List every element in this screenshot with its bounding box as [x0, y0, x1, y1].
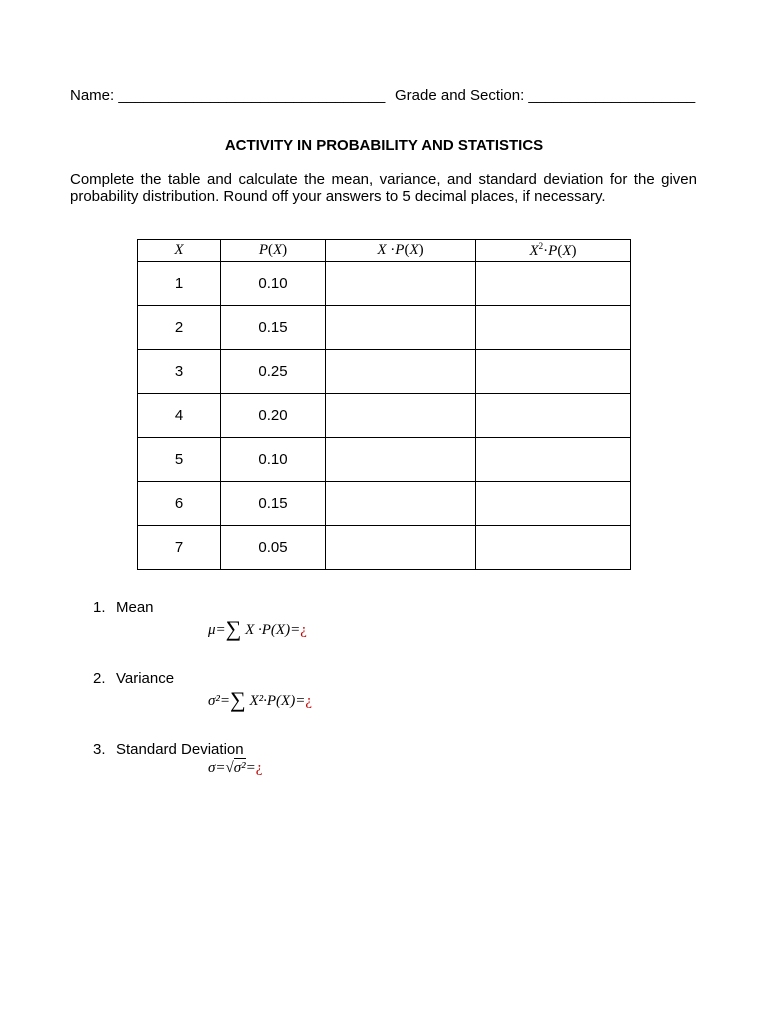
header-x-px: X ·P(X): [326, 240, 476, 262]
cell-x-px-blank[interactable]: [326, 306, 476, 350]
cell-x2-px-blank[interactable]: [476, 482, 631, 526]
grade-section-field[interactable]: Grade and Section: ____________________: [395, 87, 696, 104]
question-number: 3.: [93, 741, 106, 758]
question-label: Standard Deviation: [116, 741, 244, 758]
instructions-text: Complete the table and calculate the mean, variance, and standard deviation for the given probability distribution. Round off your answers to 5 decimal places, if necessary.: [70, 171, 697, 205]
cell-x: 5: [138, 438, 221, 482]
header-x2-px: $X^2\cdot P(X)$: [476, 240, 631, 262]
question-label: Mean: [116, 599, 154, 616]
header-x: X: [138, 240, 221, 262]
cell-px: 0.20: [221, 394, 326, 438]
cell-x: 4: [138, 394, 221, 438]
mean-answer[interactable]: ¿: [300, 622, 307, 638]
cell-x: 3: [138, 350, 221, 394]
cell-x: 1: [138, 262, 221, 306]
question-number: 2.: [93, 670, 106, 687]
cell-x2-px-blank[interactable]: [476, 438, 631, 482]
question-mean: [93, 599, 154, 616]
table-row: [138, 350, 631, 394]
cell-x-px-blank[interactable]: [326, 482, 476, 526]
cell-px: 0.25: [221, 350, 326, 394]
probability-table: [137, 239, 631, 570]
page-title: ACTIVITY IN PROBABILITY AND STATISTICS: [224, 137, 544, 154]
summation-icon: ∑: [225, 616, 242, 641]
cell-x2-px-blank[interactable]: [476, 526, 631, 570]
cell-px: 0.05: [221, 526, 326, 570]
std-dev-formula: σ=√σ²=¿: [208, 760, 263, 776]
cell-px: 0.10: [221, 438, 326, 482]
cell-x-px-blank[interactable]: [326, 438, 476, 482]
table-row: [138, 394, 631, 438]
question-label: Variance: [116, 670, 175, 687]
cell-px: 0.15: [221, 482, 326, 526]
cell-x-px-blank[interactable]: [326, 262, 476, 306]
header-line: [70, 87, 698, 104]
cell-x-px-blank[interactable]: [326, 394, 476, 438]
mean-formula: μ=∑ X ·P(X)=¿: [208, 616, 307, 641]
cell-x: 6: [138, 482, 221, 526]
table-row: [138, 262, 631, 306]
variance-formula: σ²=∑ X²·P(X)=¿: [208, 687, 312, 712]
cell-x2-px-blank[interactable]: [476, 350, 631, 394]
question-variance: [93, 670, 174, 687]
square-root-icon: √: [225, 760, 234, 776]
question-number: 1.: [93, 599, 106, 616]
cell-px: 0.15: [221, 306, 326, 350]
table-row: [138, 482, 631, 526]
cell-x-px-blank[interactable]: [326, 350, 476, 394]
header-px: P(X): [221, 240, 326, 262]
variance-answer[interactable]: ¿: [305, 693, 312, 709]
table-row: [138, 526, 631, 570]
question-std-dev: [93, 741, 244, 758]
cell-x2-px-blank[interactable]: [476, 394, 631, 438]
cell-px: 0.10: [221, 262, 326, 306]
cell-x2-px-blank[interactable]: [476, 306, 631, 350]
table-row: [138, 306, 631, 350]
summation-icon: ∑: [230, 687, 246, 712]
cell-x: 2: [138, 306, 221, 350]
std-dev-answer[interactable]: ¿: [255, 760, 263, 776]
cell-x-px-blank[interactable]: [326, 526, 476, 570]
table-header-row: [138, 240, 631, 262]
name-field[interactable]: Name: ________________________________: [70, 87, 386, 104]
cell-x: 7: [138, 526, 221, 570]
table-row: [138, 438, 631, 482]
cell-x2-px-blank[interactable]: [476, 262, 631, 306]
